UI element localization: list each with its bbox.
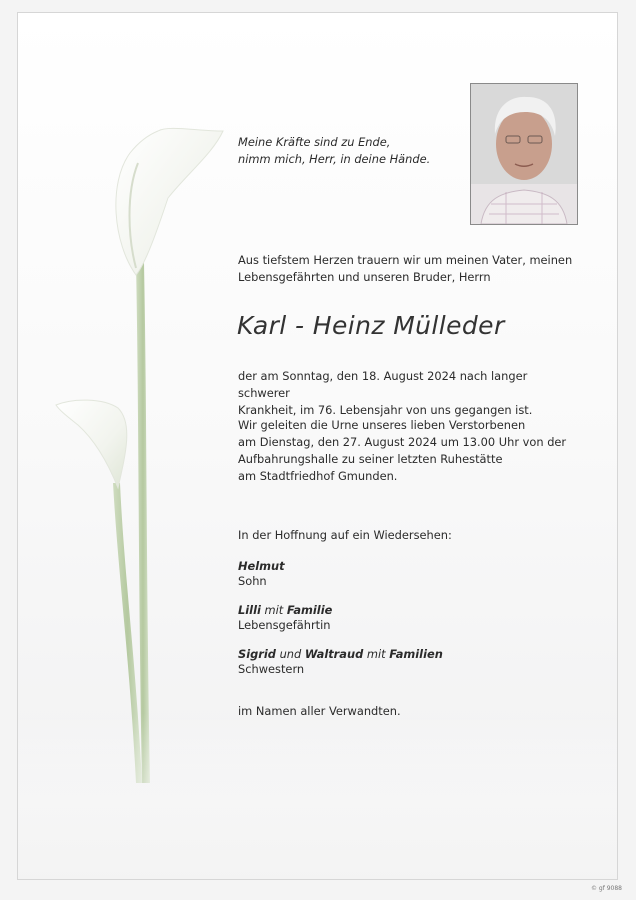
- survivor-connector: mit: [264, 603, 284, 617]
- poem: [238, 134, 578, 168]
- survivor-connector-2: mit: [366, 647, 386, 661]
- funeral-details: [238, 417, 578, 485]
- intro-line-1: Aus tiefstem Herzen trauern wir um meinen Vater, meinen: [238, 253, 573, 267]
- intro-paragraph: [238, 252, 578, 286]
- copyright-notice: © gf 9088: [590, 885, 622, 892]
- funeral-line-4: am Stadtfriedhof Gmunden.: [238, 469, 398, 483]
- poem-line-2: nimm mich, Herr, in deine Hände.: [238, 152, 431, 166]
- survivor-name: Sigrid: [238, 647, 276, 661]
- survivor-relation: Lebensgefährtin: [238, 618, 331, 632]
- survivor-relation: Sohn: [238, 574, 267, 588]
- parte-card: [17, 12, 618, 880]
- survivor-name: Lilli: [238, 603, 261, 617]
- survivor-relation: Schwestern: [238, 662, 305, 676]
- deceased-name: Karl - Heinz Mülleder: [237, 311, 505, 340]
- survivor-name-3: Familien: [389, 647, 443, 661]
- funeral-line-2: am Dienstag, den 27. August 2024 um 13.00 Uhr von der: [238, 435, 567, 449]
- intro-line-2: Lebensgefährten und unseren Bruder, Herrn: [238, 270, 491, 284]
- survivor-name-2: Waltraud: [304, 647, 364, 661]
- hope-line: In der Hoffnung auf ein Wiedersehen:: [238, 528, 452, 542]
- death-notice-line-1: der am Sonntag, den 18. August 2024 nach langer schwerer: [238, 369, 528, 400]
- poem-line-1: Meine Kräfte sind zu Ende,: [238, 135, 391, 149]
- survivor-entry: [238, 603, 332, 633]
- survivor-entry: [238, 559, 285, 589]
- survivor-name-2: Familie: [286, 603, 333, 617]
- survivor-connector: und: [279, 647, 302, 661]
- funeral-line-1: Wir geleiten die Urne unseres lieben Verstorbenen: [238, 418, 526, 432]
- funeral-line-3: Aufbahrungshalle zu seiner letzten Ruhestätte: [238, 452, 503, 466]
- survivor-name: Helmut: [238, 559, 285, 573]
- death-notice-line-2: Krankheit, im 76. Lebensjahr von uns gegangen ist.: [238, 403, 533, 417]
- death-notice: [238, 368, 578, 419]
- survivor-entry: [238, 647, 443, 677]
- closing-line: im Namen aller Verwandten.: [238, 704, 401, 718]
